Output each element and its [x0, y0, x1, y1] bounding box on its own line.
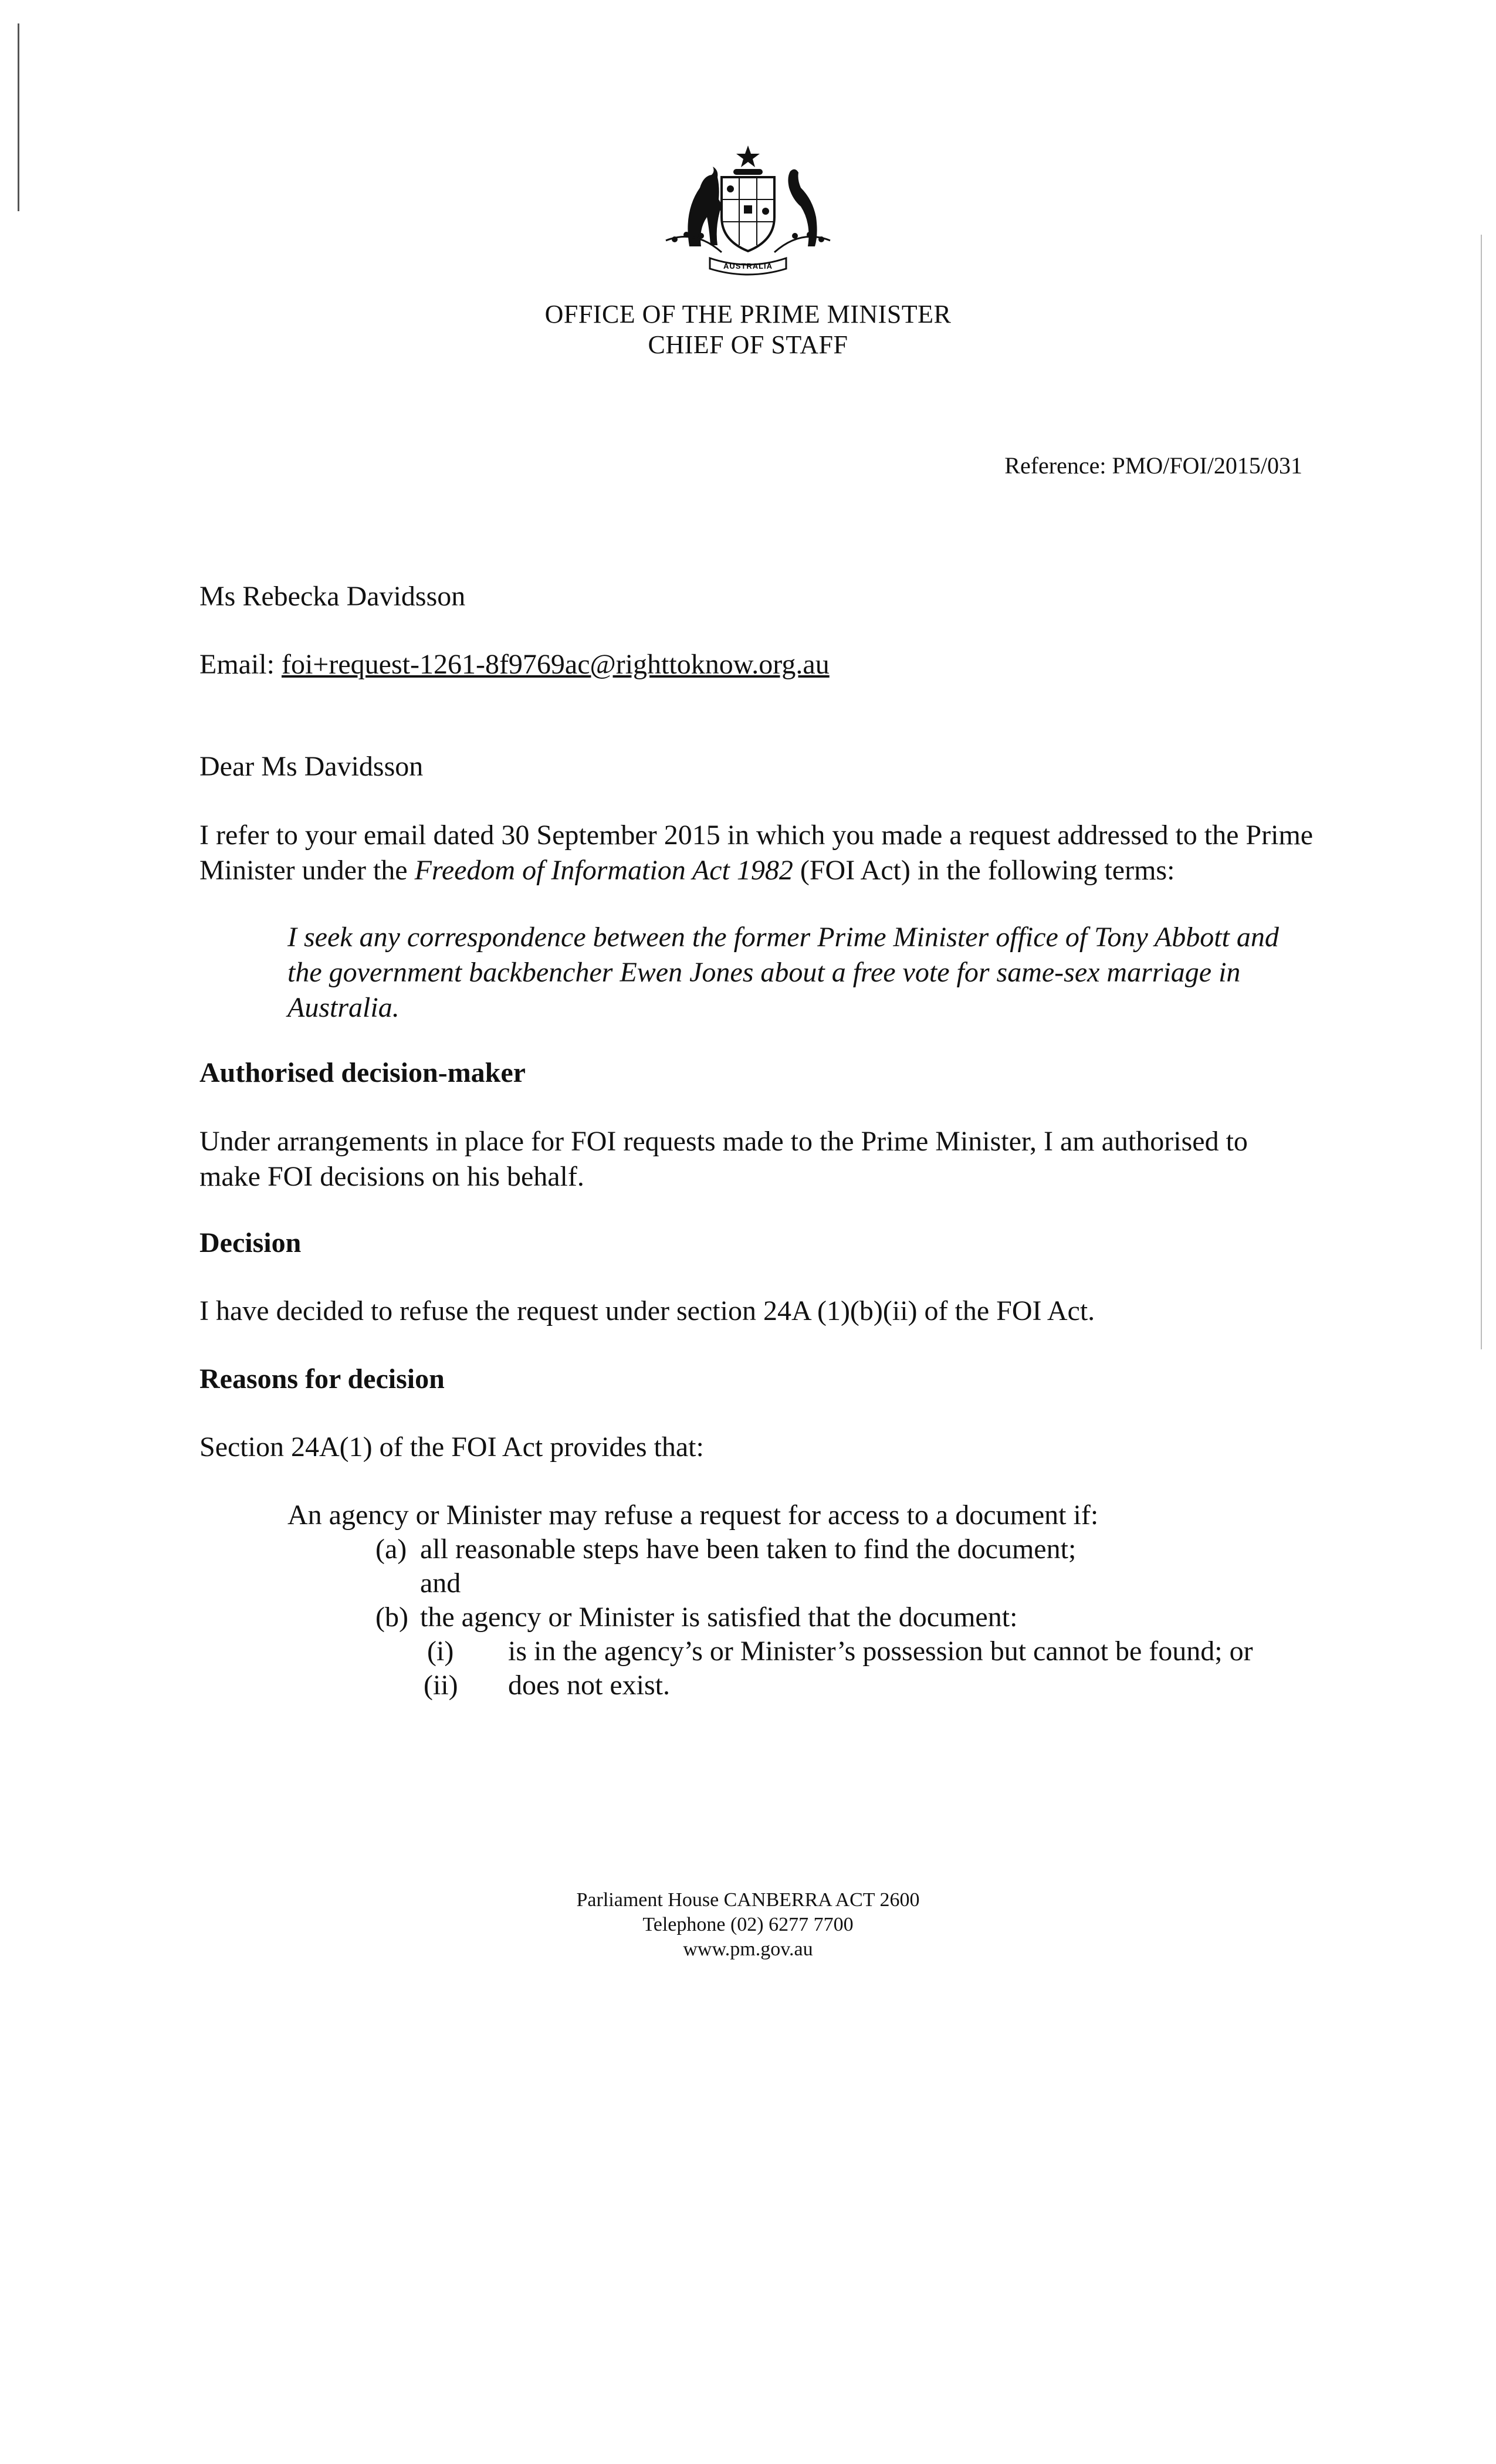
provision-text-i: is in the agency’s or Minister’s possession but cannot be found; or: [508, 1636, 1253, 1667]
section-heading-reasons: Reasons for decision: [199, 1363, 445, 1395]
section-heading-authorised: Authorised decision-maker: [199, 1057, 526, 1088]
provision-and: and: [420, 1568, 461, 1599]
scan-edge-mark-left: [18, 23, 19, 211]
reasons-paragraph: Section 24A(1) of the FOI Act provides that:: [199, 1431, 704, 1463]
salutation: Dear Ms Davidsson: [199, 751, 424, 782]
section-heading-decision: Decision: [199, 1227, 302, 1258]
provision-label-i: (i): [427, 1636, 454, 1667]
provision-text-b: the agency or Minister is satisfied that the document:: [420, 1602, 1018, 1633]
coat-of-arms-icon: [654, 141, 842, 282]
provision-label-a: (a): [375, 1534, 407, 1565]
provision-text-a: all reasonable steps have been taken to find the document;: [420, 1534, 1077, 1565]
provision-label-b: (b): [375, 1602, 408, 1633]
recipient-email-link[interactable]: foi+request-1261-8f9769ac@righttoknow.org.au: [281, 649, 830, 680]
scan-edge-mark-right: [1481, 235, 1482, 1349]
intro-text-end: (FOI Act) in the following terms:: [793, 855, 1175, 886]
office-role: CHIEF OF STAFF: [648, 330, 848, 359]
footer-website[interactable]: www.pm.gov.au: [683, 1938, 813, 1960]
provision-lead: An agency or Minister may refuse a request for access to a document if:: [287, 1500, 1099, 1531]
provision-label-ii: (ii): [424, 1670, 458, 1701]
authorised-paragraph: Under arrangements in place for FOI requests made to the Prime Minister, I am authorised to make FOI decisions on his behalf.: [199, 1126, 1248, 1192]
intro-paragraph: [199, 818, 1314, 888]
email-label: Email:: [199, 649, 275, 680]
footer-address: Parliament House CANBERRA ACT 2600: [576, 1889, 920, 1911]
recipient-email-line: [199, 648, 1314, 682]
decision-paragraph: I have decided to refuse the request under section 24A (1)(b)(ii) of the FOI Act.: [199, 1295, 1095, 1326]
office-title: OFFICE OF THE PRIME MINISTER: [544, 300, 952, 329]
request-quote: I seek any correspondence between the former Prime Minister office of Tony Abbott and the government backbencher Ewen Jones about a free vote for same-sex marriage in Australia.: [287, 922, 1279, 1023]
crest-scroll-text: AUSTRALIA: [723, 262, 773, 270]
footer-phone: Telephone (02) 6277 7700: [642, 1914, 854, 1935]
provision-text-ii: does not exist.: [508, 1670, 670, 1701]
reference-number: Reference: PMO/FOI/2015/031: [1004, 452, 1302, 479]
intro-text-start: I refer to your email dated 30 September 2015 in which you made a request addressed to the Prime Minister under the: [199, 820, 1314, 886]
act-title: Freedom of Information Act 1982: [414, 855, 793, 886]
recipient-name: Ms Rebecka Davidsson: [199, 581, 466, 612]
